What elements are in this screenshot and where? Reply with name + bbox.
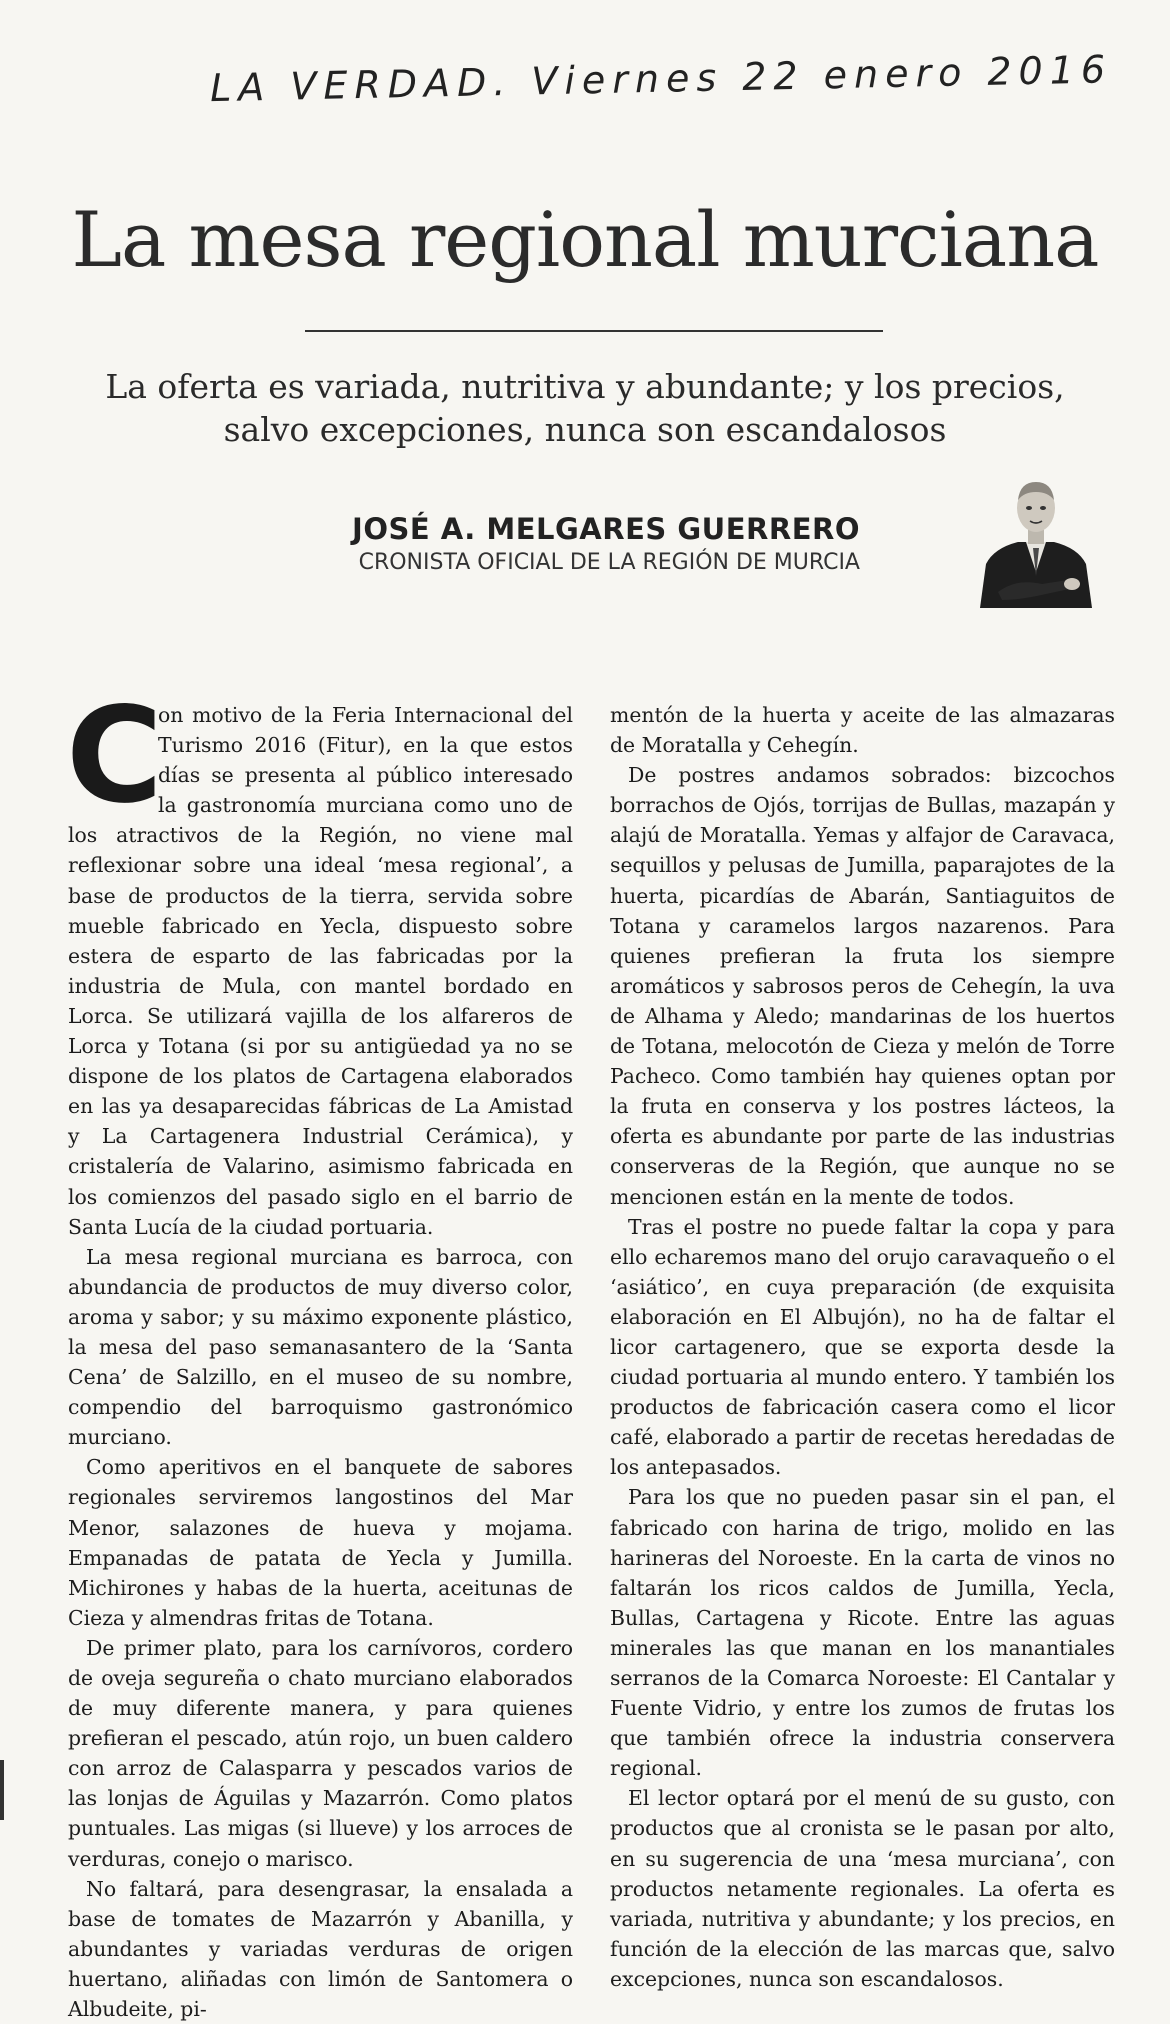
subtitle: La oferta es variada, nutritiva y abundante; y los precios, salvo excepciones, nunca son escandalosos [105, 367, 1065, 449]
article-paragraph-9: Para los que no pueden pasar sin el pan, el fabricado con harina de trigo, molido en las harineras del Noroeste. En la carta de vinos no faltarán los ricos caldos de Jumilla, Yecla, Bullas, Cartagena y Ricote. Entre las aguas minerales las que manan en los manantiales serranos de la Comarca Noroeste: El Cantalar y Fuente Vidrio, y entre los zumos de frutas los que también ofrece la industria conservera regional. [610, 1485, 1115, 1781]
article-paragraph-1: C on motivo de la Feria Internacional del Turismo 2016 (Fitur), en la que estos días se presenta al público interesado la gastronomía murciana como uno de los atractivos de la Región, no viene mal reflexionar sobre una ideal ‘mesa regional’, a base de productos de la tierra, servida sobre mueble fabricado en Yecla, dispuesto sobre estera de esparto de las fabricadas por la industria de Mula, con mantel bordado en Lorca. Se utilizará vajilla de los alfareros de Lorca y Totana (si por su antigüedad ya no se dispone de los platos de Cartagena elaborados en las ya desaparecidas fábricas de La Amistad y La Cartagenera Industrial Cerámica), y cristalería de Valarino, asimismo fabricada en los comienzos del pasado siglo en el barrio de Santa Lucía de la ciudad portuaria. [66, 679, 573, 1239]
article-paragraph-6: mentón de la huerta y aceite de las almazaras de Moratalla y Cehegín. [610, 703, 1115, 758]
article-paragraph-10: El lector optará por el menú de su gusto, con productos que al cronista se le pasan por alto, en su sugerencia de una ‘mesa murciana’, con productos netamente regionales. La oferta es variada, nutritiva y abundante; y los precios, en función de la elección de las marcas que, salvo excepciones, nunca son escandalosos. [610, 1786, 1115, 1991]
article-paragraph-7: De postres andamos sobrados: bizcochos borrachos de Ojós, torrijas de Bullas, mazapán y alajú de Moratalla. Yemas y alfajor de Caravaca, sequillos y pelusas de Jumilla, paparajotes de la huerta, picardías de Abarán, Santiaguitos de Totana y caramelos largos nazarenos. Para quienes prefieran la fruta los siempre aromáticos y sabrosos peros de Cehegín, la uva de Alhama y Aledo; mandarinas de los huertos de Totana, melocotón de Cieza y melón de Torre Pacheco. Como también hay quienes optan por la fruta en conserva y los postres lácteos, la oferta es abundante por parte de las industrias conserveras de la Región, que aunque no se mencionen están en la mente de todos. [610, 763, 1115, 1209]
headline: La mesa regional murciana [71, 195, 1099, 284]
article-column-right [610, 700, 1115, 1994]
article-paragraph-2: La mesa regional murciana es barroca, con abundancia de productos de muy diverso color, aroma y sabor; y su máximo exponente plástico, la mesa del paso semanasantero de la ‘Santa Cena’ de Salzillo, en el museo de su nombre, compendio del barroquismo gastronómico murciano. [68, 1244, 573, 1450]
headline-divider [305, 330, 883, 332]
article-paragraph-5: No faltará, para desengrasar, la ensalada a base de tomates de Mazarrón y Abanilla, y abundantes y variadas verduras de origen huertano, aliñadas con limón de Santomera o Albudeite, pi- [68, 1876, 573, 2022]
byline [352, 512, 860, 575]
article-paragraph-8: Tras el postre no puede faltar la copa y para ello echaremos mano del orujo caravaqueño o el ‘asiático’, en cuya preparación (de exquisita elaboración en El Albujón), no ha de faltar el licor cartagenero, que se exporta desde la ciudad portuaria al mundo entero. Y también los productos de fabricación casera como el licor café, elaborado a partir de recetas heredadas de los antepasados. [610, 1214, 1115, 1480]
article-column-left [66, 679, 573, 2024]
author-name: JOSÉ A. MELGARES GUERRERO [352, 512, 860, 546]
author-portrait [972, 468, 1100, 608]
drop-cap: C [66, 679, 163, 833]
author-role: CRONISTA OFICIAL DE LA REGIÓN DE MURCIA [358, 550, 860, 575]
article-paragraph-3: Como aperitivos en el banquete de sabores regionales serviremos langostinos del Mar Menor, salazones de hueva y mojama. Empanadas de patata de Yecla y Jumilla. Michirones y habas de la huerta, aceitunas de Cieza y almendras fritas de Totana. [68, 1455, 573, 1630]
scan-edge-mark [0, 1760, 4, 1820]
handwritten-clipping-note: LA VERDAD. Viernes 22 enero 2016 [209, 47, 1113, 111]
article-paragraph-4: De primer plato, para los carnívoros, cordero de oveja segureña o chato murciano elaborados de muy diferente manera, y para quienes prefieran el pescado, atún rojo, un buen caldero con arroz de Calasparra y pescados varios de las lonjas de Águilas y Mazarrón. Como platos puntuales. Las migas (si llueve) y los arroces de verduras, conejo o marisco. [68, 1635, 573, 1871]
